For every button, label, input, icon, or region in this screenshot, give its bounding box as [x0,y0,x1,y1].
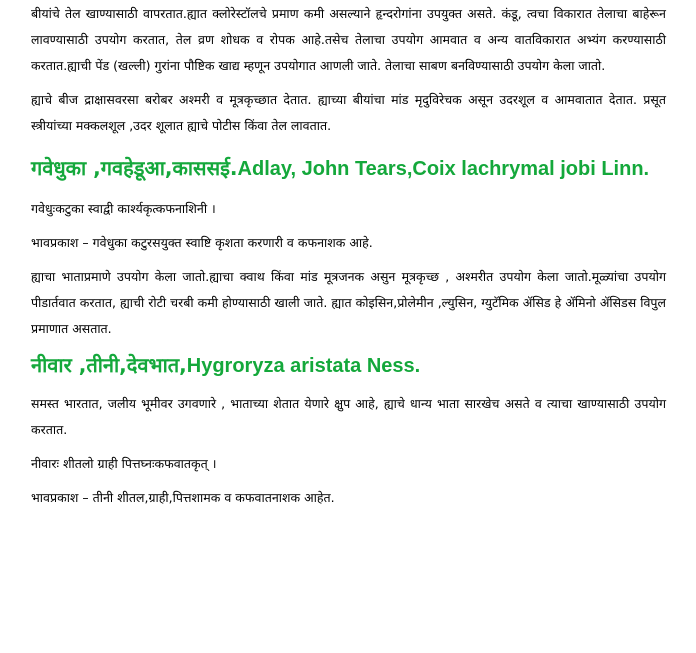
paragraph-oil-uses: बीयांचे तेल खाण्यासाठी वापरतात.ह्यात क्लोरेस्टॉलचे प्रमाण कमी असल्याने हृन्दरोगांना उपयुक्त असते. कंडू, त्वचा विकारात तेलाचा बाहेरून लावण्यासाठी उपयोग करतात, तेल व्रण शोधक व रोपक आहे.तसेच तेलाचा उपयोग आमवात व अन्य वातविकारात अभ्यंग करण्यासाठी करतात.ह्याची पेंड (खल्ली) गुरांना पौष्टिक खाद्य म्हणून उपयोगात आणली जाते. तेलाचा साबण बनविण्यासाठी उपयोग केला जातो. [31,6,666,73]
paragraph-nivar-bhavaprakash: भावप्रकाश – तीनी शीतल,ग्राही,पित्तशामक व कफवातनाशक आहेत. [31,490,335,505]
paragraph-nivar-description: समस्त भारतात, जलीय भूमीवर उगवणारे , भाताच्या शेतात येणारे क्षुप आहे, ह्याचे धान्य भाता सारखेच असते व त्याचा खाण्यासाठी उपयोग करतात. [31,396,666,437]
paragraph-nivar-shloka: नीवारः शीतलो ग्राही पित्तघ्नःकफवातकृत् । [31,456,217,471]
heading-nivar-latin: Hygroryza aristata Ness. [186,355,421,377]
paragraph-seed-uses: ह्याचे बीज द्राक्षासवरसा बरोबर अश्मरी व मूत्रकृच्छात देतात. ह्याच्या बीयांचा मांड मृदुविरेचक असून उदरशूल व आमवातात देतात. प्रसूत स्त्रीयांच्या मक्कलशूल ,उदर शूलात ह्याचे पोटीस किंवा तेल लावतात. [31,92,666,133]
paragraph-gavedhu-bhavaprakash: भावप्रकाश – गवेधुका कटुरसयुक्त स्वाष्टि कृशता करणारी व कफनाशक आहे. [31,235,373,250]
heading-adlay-devanagari: गवेधुका ,गवहेडूआ,काससई. [31,156,238,180]
heading-nivar-devanagari: नीवार ,तीनी,देवभात, [31,353,187,377]
heading-nivar [31,348,666,383]
paragraph-gavedhu-shloka: गवेधुःकटुका स्वाद्वी कार्श्यकृत्कफनाशिनी । [31,201,216,216]
heading-adlay-latin: Adlay, John Tears,Coix lachrymal jobi Linn. [237,158,650,180]
heading-adlay [31,151,666,186]
paragraph-gavedhu-uses: ह्याचा भाताप्रमाणे उपयोग केला जातो.ह्याचा क्वाथ किंवा मांड मूत्रजनक असुन मूत्रकृच्छ , अश्मरीत उपयोग केला जातो.मूळ्यांचा उपयोग पीडार्तवात करतात, ह्याची रोटी चरबी कमी होण्यासाठी खाली जाते. ह्यात कोइसिन,प्रोलेमीन ,ल्युसिन, ग्युटॅमिक ॲसिड हे ॲमिनो ॲसिडस विपुल प्रमाणात असतात. [31,269,666,336]
